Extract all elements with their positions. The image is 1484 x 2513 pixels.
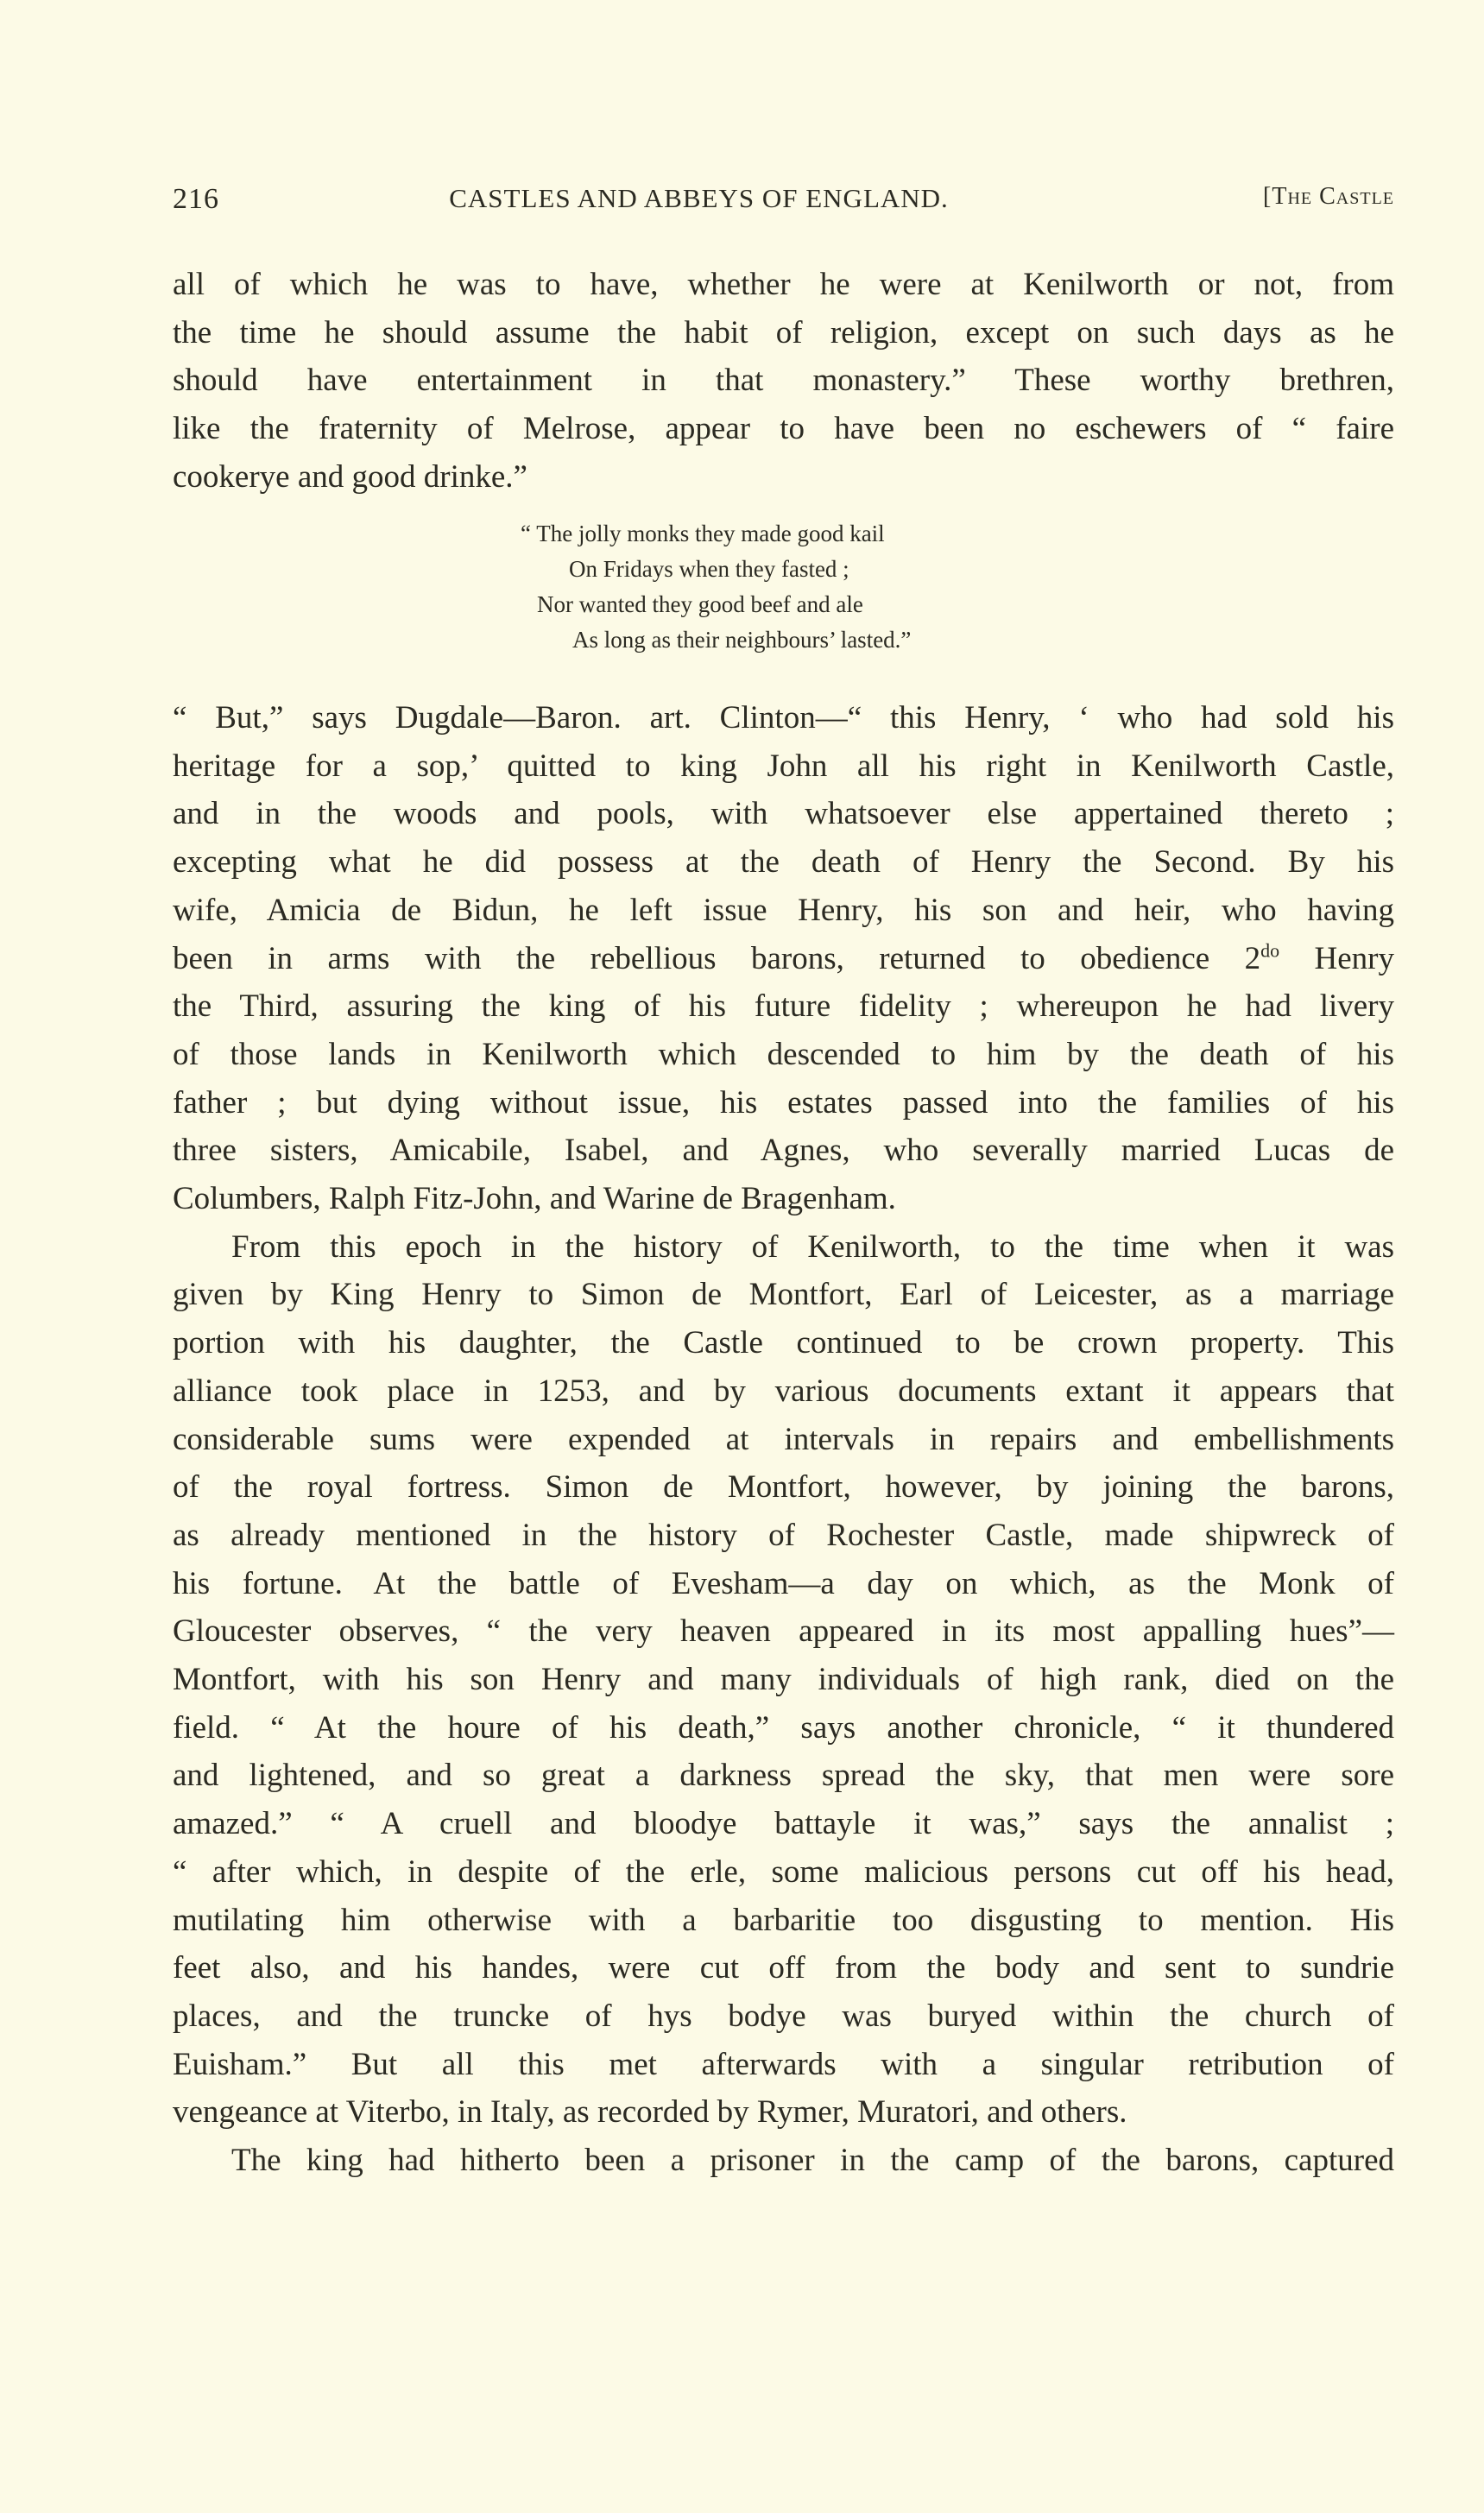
text-line	[173, 357, 1394, 405]
page-number: 216	[173, 183, 219, 215]
line-text: considerable sums were expended at intervals in repairs and embellishments	[173, 1421, 1394, 1457]
text-line	[173, 935, 1394, 983]
poem-line: As long as their neighbours’ lasted.”	[572, 627, 912, 653]
line-text: vengeance at Viterbo, in Italy, as recorded by Rymer, Muratori, and others.	[173, 2094, 1127, 2131]
running-title: CASTLES AND ABBEYS OF ENGLAND.	[449, 183, 949, 213]
line-text: wife, Amicia de Bidun, he left issue Henry, his son and heir, who having	[173, 892, 1394, 928]
text-line	[173, 790, 1394, 838]
text-line	[173, 1897, 1394, 1945]
line-text: The king had hitherto been a prisoner in the camp of the barons, captured	[231, 2143, 1394, 2178]
text-line	[173, 1367, 1394, 1416]
line-text: places, and the truncke of hys bodye was buryed within the church of	[173, 1998, 1394, 2034]
line-text: excepting what he did possess at the death of Henry the Second. By his	[173, 844, 1394, 881]
line-text: heritage for a sop,’ quitted to king John all his right in Kenilworth Castle,	[173, 748, 1394, 784]
text-line	[173, 982, 1394, 1031]
text-line	[173, 1992, 1394, 2041]
text-line	[173, 694, 1394, 742]
text-line	[173, 405, 1394, 453]
line-text: as already mentioned in the history of Rochester Castle, made shipwreck of	[173, 1517, 1394, 1553]
text-line	[173, 1800, 1394, 1848]
line-text: been in arms with the rebellious barons, returned to obedience 2	[173, 940, 1261, 976]
line-text: three sisters, Amicabile, Isabel, and Agnes, who severally married Lucas de	[173, 1133, 1394, 1169]
line-text: “ But,” says Dugdale—Baron. art. Clinton—“ this Henry, ‘ who had sold his	[173, 700, 1394, 736]
text-line	[173, 453, 1394, 502]
superscript: do	[1260, 939, 1280, 962]
line-text: all of which he was to have, whether he were at Kenilworth or not, from	[173, 267, 1394, 302]
line-text: mutilating him otherwise with a barbaritie too disgusting to mention. His	[173, 1902, 1394, 1938]
line-text: From this epoch in the history of Kenilworth, to the time when it was	[231, 1228, 1394, 1265]
line-text: the time he should assume the habit of religion, except on such days as he	[173, 314, 1394, 350]
text-line	[173, 1416, 1394, 1464]
text-line	[173, 1175, 1394, 1223]
poem-line: Nor wanted they good beef and ale	[537, 591, 863, 617]
line-text: Columbers, Ralph Fitz-John, and Warine de Bragenham.	[173, 1181, 896, 1216]
text-line	[173, 1463, 1394, 1512]
text-line	[173, 1512, 1394, 1560]
text-line	[173, 1848, 1394, 1897]
text-line	[231, 1223, 1394, 1272]
line-text: feet also, and his handes, were cut off from the body and sent to sundrie	[173, 1950, 1394, 1986]
line-text: cookerye and good drinke.”	[173, 458, 527, 495]
section-heading: [The Castle	[1263, 183, 1394, 210]
text-line	[173, 1271, 1394, 1319]
line-text: and in the woods and pools, with whatsoever else appertained thereto ;	[173, 796, 1394, 832]
line-text: and lightened, and so great a darkness spread the sky, that men were sore	[173, 1758, 1394, 1794]
text-line	[173, 1079, 1394, 1127]
text-line	[173, 1704, 1394, 1752]
line-text: his fortune. At the battle of Evesham—a day on which, as the Monk of	[173, 1565, 1394, 1601]
poem-line: “ The jolly monks they made good kail	[521, 521, 885, 546]
text-line	[173, 309, 1394, 357]
line-text-continued: Henry	[1279, 940, 1394, 976]
text-line	[173, 261, 1394, 309]
text-line	[173, 1944, 1394, 1992]
poem-line: On Fridays when they fasted ;	[569, 556, 849, 582]
line-text: the Third, assuring the king of his future fidelity ; whereupon he had livery	[173, 988, 1394, 1025]
text-line	[173, 2088, 1394, 2137]
text-line	[173, 1560, 1394, 1608]
text-line	[173, 1127, 1394, 1175]
line-text: portion with his daughter, the Castle continued to be crown property. This	[173, 1325, 1394, 1361]
line-text: Gloucester observes, “ the very heaven appeared in its most appalling hues”—	[173, 1613, 1394, 1650]
line-text: amazed.” “ A cruell and bloodye battayle it was,” says the annalist ;	[173, 1806, 1394, 1842]
line-text: father ; but dying without issue, his estates passed into the families of his	[173, 1084, 1394, 1121]
line-text: field. “ At the houre of his death,” says another chronicle, “ it thundered	[173, 1709, 1394, 1746]
line-text: alliance took place in 1253, and by various documents extant it appears that	[173, 1373, 1394, 1409]
line-text: given by King Henry to Simon de Montfort, Earl of Leicester, as a marriage	[173, 1277, 1394, 1313]
line-text: Montfort, with his son Henry and many individuals of high rank, died on the	[173, 1662, 1394, 1697]
line-text: Euisham.” But all this met afterwards with a singular retribution of	[173, 2046, 1394, 2082]
line-text: of those lands in Kenilworth which descended to him by the death of his	[173, 1036, 1394, 1072]
text-line	[231, 2137, 1394, 2185]
line-text: “ after which, in despite of the erle, some malicious persons cut off his head,	[173, 1853, 1394, 1890]
line-text: should have entertainment in that monastery.” These worthy brethren,	[173, 363, 1394, 399]
line-text: like the fraternity of Melrose, appear to have been no eschewers of “ faire	[173, 411, 1394, 447]
line-text: of the royal fortress. Simon de Montfort, however, by joining the barons,	[173, 1469, 1394, 1506]
text-line	[173, 1031, 1394, 1079]
text-line	[173, 1752, 1394, 1800]
text-line	[173, 887, 1394, 935]
text-line	[173, 1607, 1394, 1656]
text-line	[173, 1656, 1394, 1704]
text-line	[173, 742, 1394, 791]
text-line	[173, 838, 1394, 887]
text-line	[173, 1319, 1394, 1367]
text-line	[173, 2041, 1394, 2089]
